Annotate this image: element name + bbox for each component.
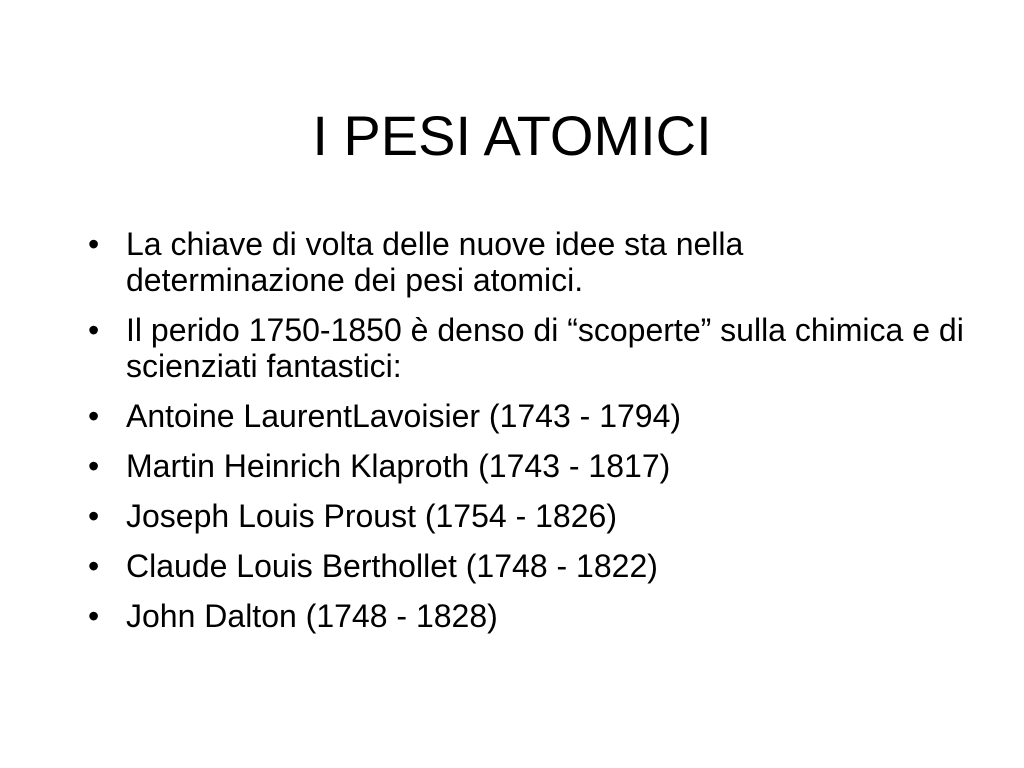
bullet-item	[88, 398, 968, 434]
bullet-item	[88, 598, 968, 634]
bullet-list	[88, 226, 968, 648]
bullet-item	[88, 448, 968, 484]
bullet-marker: •	[88, 398, 100, 434]
bullet-item	[88, 498, 968, 534]
bullet-marker: •	[88, 598, 100, 634]
bullet-text: John Dalton (1748 - 1828)	[126, 598, 498, 634]
bullet-marker: •	[88, 312, 100, 348]
slide-title: I PESI ATOMICI	[312, 104, 712, 167]
bullet-item	[88, 548, 968, 584]
bullet-marker: •	[88, 226, 100, 262]
bullet-text: Il perido 1750-1850 è denso di “scoperte” sulla chimica e di scienziati fantastici:	[126, 312, 964, 384]
bullet-marker: •	[88, 548, 100, 584]
bullet-marker: •	[88, 448, 100, 484]
bullet-text: Claude Louis Berthollet (1748 - 1822)	[126, 548, 658, 584]
bullet-text: Martin Heinrich Klaproth (1743 - 1817)	[126, 448, 671, 484]
bullet-text: Joseph Louis Proust (1754 - 1826)	[126, 498, 617, 534]
bullet-item	[88, 312, 968, 384]
bullet-item	[88, 226, 968, 298]
bullet-text: La chiave di volta delle nuove idee sta nella determinazione dei pesi atomici.	[126, 226, 744, 298]
bullet-marker: •	[88, 498, 100, 534]
bullet-text: Antoine LaurentLavoisier (1743 - 1794)	[126, 398, 682, 434]
